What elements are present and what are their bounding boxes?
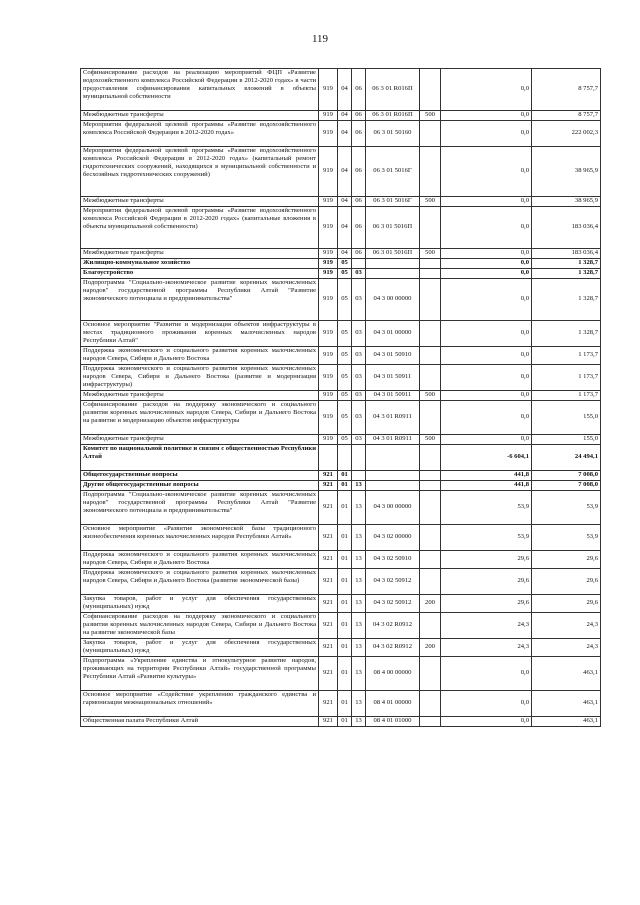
row-subsection: 13 bbox=[352, 491, 366, 525]
row-total: 155,0 bbox=[532, 401, 601, 435]
row-target-article: 06 3 01 R016П bbox=[366, 69, 420, 111]
table-row bbox=[81, 269, 601, 279]
row-name: Поддержка экономического и социального развития коренных малочисленных народов Севера, Сибири и Дальнего Востока (развитие экономической базы) bbox=[81, 569, 319, 595]
row-target-article: 04 3 02 00000 bbox=[366, 525, 420, 551]
row-target-article: 04 3 01 00000 bbox=[366, 321, 420, 347]
row-change: 0,0 bbox=[441, 147, 532, 197]
row-section: 01 bbox=[338, 525, 352, 551]
row-expense-type bbox=[420, 321, 441, 347]
row-name: Подпрограмма "Социально-экономическое развитие коренных малочисленных народов" государственной программы Республики Алтай "Развитие экономического потенциала и предпринимательства" bbox=[81, 279, 319, 321]
row-code: 919 bbox=[319, 259, 338, 269]
row-target-article: 08 4 00 00000 bbox=[366, 657, 420, 691]
row-name: Софинансирование расходов на реализацию мероприятий ФЦП «Развитие водохозяйственного комплекса Российской Федерации в 2012-2020 годах» в части предоставления софинансирования капитальных вложений в объекты муниципальной собственности bbox=[81, 69, 319, 111]
row-total: 24,3 bbox=[532, 639, 601, 657]
row-expense-type bbox=[420, 525, 441, 551]
row-section: 05 bbox=[338, 401, 352, 435]
row-name: Мероприятия федеральной целевой программы «Развитие водохозяйственного комплекса Российской Федерации в 2012-2020 годах» (капитальные вложения в объекты муниципальной собственности) bbox=[81, 207, 319, 249]
table-row bbox=[81, 481, 601, 491]
row-target-article: 04 3 01 50911 bbox=[366, 391, 420, 401]
row-expense-type bbox=[420, 207, 441, 249]
row-name: Жилищно-коммунальное хозяйство bbox=[81, 259, 319, 269]
row-code: 921 bbox=[319, 551, 338, 569]
row-name: Межбюджетные трансферты bbox=[81, 391, 319, 401]
row-change: 0,0 bbox=[441, 207, 532, 249]
row-name: Подпрограмма "Социально-экономическое развитие коренных малочисленных народов" государственной программы Республики Алтай "Развитие экономического потенциала и предпринимательства" bbox=[81, 491, 319, 525]
row-name: Межбюджетные трансферты bbox=[81, 435, 319, 445]
row-name: Софинансирование расходов на поддержку экономического и социального развития коренных малочисленных народов Севера, Сибири и Дальнего Востока на развитие и модернизацию объектов инфраструктуры bbox=[81, 401, 319, 435]
row-section: 01 bbox=[338, 481, 352, 491]
row-subsection: 03 bbox=[352, 391, 366, 401]
row-total: 38 965,9 bbox=[532, 197, 601, 207]
row-name: Поддержка экономического и социального развития коренных малочисленных народов Севера, Сибири и Дальнего Востока bbox=[81, 551, 319, 569]
row-code: 919 bbox=[319, 365, 338, 391]
row-name: Основное мероприятие "Развитие и модернизация объектов инфраструктуры в местах традиционного проживания коренных малочисленных народов Республики Алтай" bbox=[81, 321, 319, 347]
row-subsection: 03 bbox=[352, 401, 366, 435]
row-target-article: 04 3 01 50910 bbox=[366, 347, 420, 365]
row-subsection: 03 bbox=[352, 365, 366, 391]
row-total: 463,1 bbox=[532, 717, 601, 727]
row-section: 05 bbox=[338, 365, 352, 391]
row-code: 921 bbox=[319, 639, 338, 657]
row-total: 222 002,3 bbox=[532, 121, 601, 147]
row-expense-type bbox=[420, 365, 441, 391]
table-row bbox=[81, 259, 601, 269]
row-expense-type bbox=[420, 569, 441, 595]
row-code: 919 bbox=[319, 401, 338, 435]
row-expense-type bbox=[420, 347, 441, 365]
row-code: 921 bbox=[319, 569, 338, 595]
row-section: 01 bbox=[338, 613, 352, 639]
table-row bbox=[81, 435, 601, 445]
table-row bbox=[81, 197, 601, 207]
row-subsection: 13 bbox=[352, 481, 366, 491]
row-expense-type bbox=[420, 279, 441, 321]
row-expense-type bbox=[420, 691, 441, 717]
table-row bbox=[81, 569, 601, 595]
table-row bbox=[81, 525, 601, 551]
table-row bbox=[81, 491, 601, 525]
row-expense-type bbox=[420, 491, 441, 525]
row-expense-type bbox=[420, 121, 441, 147]
row-code: 919 bbox=[319, 121, 338, 147]
row-change: 29,6 bbox=[441, 595, 532, 613]
row-change: 0,0 bbox=[441, 69, 532, 111]
row-target-article: 04 3 02 50912 bbox=[366, 569, 420, 595]
row-change: 0,0 bbox=[441, 391, 532, 401]
row-code: 919 bbox=[319, 147, 338, 197]
row-expense-type: 200 bbox=[420, 639, 441, 657]
table-row bbox=[81, 471, 601, 481]
row-total: 1 328,7 bbox=[532, 259, 601, 269]
row-total: 8 757,7 bbox=[532, 69, 601, 111]
row-expense-type bbox=[420, 551, 441, 569]
row-code: 919 bbox=[319, 391, 338, 401]
row-name: Благоустройство bbox=[81, 269, 319, 279]
row-name: Межбюджетные трансферты bbox=[81, 111, 319, 121]
table-row bbox=[81, 249, 601, 259]
row-section: 01 bbox=[338, 691, 352, 717]
row-expense-type bbox=[420, 445, 441, 471]
row-target-article: 06 3 01 R016П bbox=[366, 111, 420, 121]
row-subsection: 13 bbox=[352, 551, 366, 569]
row-expense-type: 500 bbox=[420, 197, 441, 207]
row-change: 441,8 bbox=[441, 481, 532, 491]
row-code bbox=[319, 445, 338, 471]
row-change: 53,9 bbox=[441, 525, 532, 551]
row-target-article bbox=[366, 269, 420, 279]
row-change: 0,0 bbox=[441, 365, 532, 391]
row-expense-type: 500 bbox=[420, 391, 441, 401]
row-total: 1 173,7 bbox=[532, 347, 601, 365]
row-total: 463,1 bbox=[532, 657, 601, 691]
row-subsection: 06 bbox=[352, 69, 366, 111]
table-row bbox=[81, 717, 601, 727]
row-code: 919 bbox=[319, 347, 338, 365]
row-total: 29,6 bbox=[532, 551, 601, 569]
row-section bbox=[338, 445, 352, 471]
row-expense-type bbox=[420, 259, 441, 269]
row-subsection: 03 bbox=[352, 321, 366, 347]
row-section: 04 bbox=[338, 111, 352, 121]
row-subsection: 13 bbox=[352, 525, 366, 551]
row-target-article: 04 3 02 50912 bbox=[366, 595, 420, 613]
row-total: 24,3 bbox=[532, 613, 601, 639]
row-total: 1 328,7 bbox=[532, 269, 601, 279]
row-name: Основное мероприятие «Содействие укреплению гражданского единства и гармонизация межнациональных отношений» bbox=[81, 691, 319, 717]
row-expense-type: 500 bbox=[420, 435, 441, 445]
row-name: Общественная палата Республики Алтай bbox=[81, 717, 319, 727]
row-section: 05 bbox=[338, 347, 352, 365]
row-section: 01 bbox=[338, 491, 352, 525]
row-target-article bbox=[366, 471, 420, 481]
row-total: 29,6 bbox=[532, 595, 601, 613]
row-expense-type bbox=[420, 481, 441, 491]
row-total: 24 494,1 bbox=[532, 445, 601, 471]
row-target-article: 04 3 02 50910 bbox=[366, 551, 420, 569]
row-subsection: 03 bbox=[352, 347, 366, 365]
row-expense-type bbox=[420, 471, 441, 481]
row-change: 53,9 bbox=[441, 491, 532, 525]
row-name: Мероприятия федеральной целевой программы «Развитие водохозяйственного комплекса Российской Федерации в 2012-2020 годах» bbox=[81, 121, 319, 147]
table-row bbox=[81, 657, 601, 691]
row-section: 01 bbox=[338, 551, 352, 569]
row-code: 919 bbox=[319, 249, 338, 259]
row-subsection: 06 bbox=[352, 207, 366, 249]
row-target-article: 04 3 01 R0911 bbox=[366, 401, 420, 435]
row-subsection: 06 bbox=[352, 197, 366, 207]
row-target-article: 04 3 02 R0912 bbox=[366, 639, 420, 657]
row-change: 24,3 bbox=[441, 639, 532, 657]
row-section: 01 bbox=[338, 569, 352, 595]
page-number: 119 bbox=[311, 33, 329, 45]
row-target-article: 06 3 01 5016П bbox=[366, 207, 420, 249]
row-target-article bbox=[366, 259, 420, 269]
row-target-article bbox=[366, 481, 420, 491]
row-target-article: 04 3 01 R0911 bbox=[366, 435, 420, 445]
row-expense-type bbox=[420, 657, 441, 691]
row-subsection bbox=[352, 471, 366, 481]
row-code: 921 bbox=[319, 491, 338, 525]
row-section: 05 bbox=[338, 259, 352, 269]
row-section: 05 bbox=[338, 269, 352, 279]
row-target-article: 04 3 01 50911 bbox=[366, 365, 420, 391]
row-code: 919 bbox=[319, 111, 338, 121]
row-change: 0,0 bbox=[441, 347, 532, 365]
row-name: Поддержка экономического и социального развития коренных малочисленных народов Севера, Сибири и Дальнего Востока (развитие и модернизация инфраструктуры) bbox=[81, 365, 319, 391]
row-subsection: 13 bbox=[352, 613, 366, 639]
table-row bbox=[81, 445, 601, 471]
row-total: 463,1 bbox=[532, 691, 601, 717]
row-target-article: 06 3 01 5016П bbox=[366, 249, 420, 259]
row-target-article: 04 3 00 00000 bbox=[366, 279, 420, 321]
row-change: 0,0 bbox=[441, 279, 532, 321]
row-subsection: 13 bbox=[352, 639, 366, 657]
row-expense-type bbox=[420, 147, 441, 197]
row-total: 7 008,0 bbox=[532, 481, 601, 491]
row-target-article: 06 3 01 5016Г bbox=[366, 197, 420, 207]
row-name: Мероприятия федеральной целевой программы «Развитие водохозяйственного комплекса Российской Федерации в 2012-2020 годах» (капитальный ремонт гидротехнических сооружений, находящихся в муниципальной собственности и бесхозяйных гидротехнических сооружений) bbox=[81, 147, 319, 197]
row-section: 05 bbox=[338, 321, 352, 347]
row-subsection: 03 bbox=[352, 279, 366, 321]
row-subsection: 03 bbox=[352, 435, 366, 445]
row-total: 155,0 bbox=[532, 435, 601, 445]
row-subsection: 06 bbox=[352, 121, 366, 147]
row-subsection: 13 bbox=[352, 595, 366, 613]
row-section: 04 bbox=[338, 147, 352, 197]
row-expense-type: 500 bbox=[420, 111, 441, 121]
row-code: 919 bbox=[319, 321, 338, 347]
table-row bbox=[81, 347, 601, 365]
row-name: Комитет по национальной политике и связям с общественностью Республики Алтай bbox=[81, 445, 319, 471]
row-total: 1 173,7 bbox=[532, 365, 601, 391]
row-subsection: 03 bbox=[352, 269, 366, 279]
row-expense-type: 500 bbox=[420, 249, 441, 259]
row-code: 921 bbox=[319, 525, 338, 551]
row-section: 01 bbox=[338, 717, 352, 727]
row-section: 04 bbox=[338, 121, 352, 147]
row-expense-type bbox=[420, 613, 441, 639]
row-change: 0,0 bbox=[441, 259, 532, 269]
row-section: 01 bbox=[338, 471, 352, 481]
row-total: 183 036,4 bbox=[532, 249, 601, 259]
row-name: Поддержка экономического и социального развития коренных малочисленных народов Севера, Сибири и Дальнего Востока bbox=[81, 347, 319, 365]
row-change: 0,0 bbox=[441, 269, 532, 279]
table-row bbox=[81, 391, 601, 401]
row-code: 921 bbox=[319, 613, 338, 639]
row-name: Закупка товаров, работ и услуг для обеспечения государственных (муниципальных) нужд bbox=[81, 639, 319, 657]
table-row bbox=[81, 401, 601, 435]
row-section: 01 bbox=[338, 639, 352, 657]
row-section: 01 bbox=[338, 657, 352, 691]
row-target-article: 08 4 01 00000 bbox=[366, 691, 420, 717]
row-expense-type bbox=[420, 69, 441, 111]
table-row bbox=[81, 365, 601, 391]
row-code: 921 bbox=[319, 471, 338, 481]
row-code: 919 bbox=[319, 207, 338, 249]
row-code: 921 bbox=[319, 481, 338, 491]
row-subsection: 13 bbox=[352, 717, 366, 727]
row-target-article bbox=[366, 445, 420, 471]
row-code: 919 bbox=[319, 279, 338, 321]
row-total: 1 328,7 bbox=[532, 321, 601, 347]
row-section: 05 bbox=[338, 279, 352, 321]
row-change: -6 604,1 bbox=[441, 445, 532, 471]
row-name: Межбюджетные трансферты bbox=[81, 197, 319, 207]
row-name: Софинансирование расходов на поддержку экономического и социального развития коренных малочисленных народов Севера, Сибири и Дальнего Востока на развитие экономической базы bbox=[81, 613, 319, 639]
row-subsection: 06 bbox=[352, 249, 366, 259]
row-code: 921 bbox=[319, 691, 338, 717]
row-change: 0,0 bbox=[441, 321, 532, 347]
row-section: 01 bbox=[338, 595, 352, 613]
row-subsection: 13 bbox=[352, 569, 366, 595]
row-code: 919 bbox=[319, 197, 338, 207]
table-row bbox=[81, 321, 601, 347]
row-target-article: 06 3 01 5016Г bbox=[366, 147, 420, 197]
row-name: Межбюджетные трансферты bbox=[81, 249, 319, 259]
row-change: 0,0 bbox=[441, 401, 532, 435]
table-row bbox=[81, 69, 601, 111]
row-change: 0,0 bbox=[441, 691, 532, 717]
row-expense-type bbox=[420, 717, 441, 727]
row-change: 29,6 bbox=[441, 569, 532, 595]
table-row bbox=[81, 207, 601, 249]
row-change: 29,6 bbox=[441, 551, 532, 569]
row-change: 24,3 bbox=[441, 613, 532, 639]
row-code: 919 bbox=[319, 69, 338, 111]
row-name: Закупка товаров, работ и услуг для обеспечения государственных (муниципальных) нужд bbox=[81, 595, 319, 613]
row-target-article: 04 3 00 00000 bbox=[366, 491, 420, 525]
row-section: 04 bbox=[338, 197, 352, 207]
row-name: Общегосударственные вопросы bbox=[81, 471, 319, 481]
row-total: 1 173,7 bbox=[532, 391, 601, 401]
table-row bbox=[81, 121, 601, 147]
row-code: 919 bbox=[319, 269, 338, 279]
row-subsection: 13 bbox=[352, 691, 366, 717]
row-subsection bbox=[352, 445, 366, 471]
row-target-article: 06 3 01 50160 bbox=[366, 121, 420, 147]
row-section: 04 bbox=[338, 69, 352, 111]
row-expense-type bbox=[420, 401, 441, 435]
row-expense-type: 200 bbox=[420, 595, 441, 613]
row-subsection: 06 bbox=[352, 147, 366, 197]
row-code: 921 bbox=[319, 717, 338, 727]
row-total: 38 965,9 bbox=[532, 147, 601, 197]
row-total: 1 328,7 bbox=[532, 279, 601, 321]
row-change: 0,0 bbox=[441, 435, 532, 445]
budget-table-body bbox=[81, 69, 601, 727]
table-row bbox=[81, 613, 601, 639]
row-total: 53,9 bbox=[532, 491, 601, 525]
row-section: 05 bbox=[338, 435, 352, 445]
row-change: 0,0 bbox=[441, 111, 532, 121]
row-code: 919 bbox=[319, 435, 338, 445]
row-name: Основное мероприятие «Развитие экономической базы традиционного жизнеобеспечения коренных малочисленных народов Республики Алтай» bbox=[81, 525, 319, 551]
row-name: Другие общегосударственные вопросы bbox=[81, 481, 319, 491]
row-total: 8 757,7 bbox=[532, 111, 601, 121]
row-change: 0,0 bbox=[441, 197, 532, 207]
table-row bbox=[81, 595, 601, 613]
row-target-article: 08 4 01 01000 bbox=[366, 717, 420, 727]
row-change: 0,0 bbox=[441, 121, 532, 147]
budget-table bbox=[80, 68, 601, 727]
row-change: 0,0 bbox=[441, 717, 532, 727]
row-subsection: 06 bbox=[352, 111, 366, 121]
row-change: 0,0 bbox=[441, 249, 532, 259]
row-total: 183 036,4 bbox=[532, 207, 601, 249]
row-section: 04 bbox=[338, 207, 352, 249]
row-total: 53,9 bbox=[532, 525, 601, 551]
row-total: 7 008,0 bbox=[532, 471, 601, 481]
table-row bbox=[81, 551, 601, 569]
row-code: 921 bbox=[319, 657, 338, 691]
row-subsection bbox=[352, 259, 366, 269]
table-row bbox=[81, 691, 601, 717]
row-total: 29,6 bbox=[532, 569, 601, 595]
row-change: 0,0 bbox=[441, 657, 532, 691]
row-code: 921 bbox=[319, 595, 338, 613]
row-change: 441,8 bbox=[441, 471, 532, 481]
row-section: 04 bbox=[338, 249, 352, 259]
row-section: 05 bbox=[338, 391, 352, 401]
table-row bbox=[81, 111, 601, 121]
row-subsection: 13 bbox=[352, 657, 366, 691]
table-row bbox=[81, 147, 601, 197]
table-row bbox=[81, 279, 601, 321]
row-target-article: 04 3 02 R0912 bbox=[366, 613, 420, 639]
table-row bbox=[81, 639, 601, 657]
row-expense-type bbox=[420, 269, 441, 279]
row-name: Подпрограмма «Укрепление единства и этнокультурное развитие народов, проживающих на территории Республики Алтай» государственной программы Республики Алтай «Развитие культуры» bbox=[81, 657, 319, 691]
